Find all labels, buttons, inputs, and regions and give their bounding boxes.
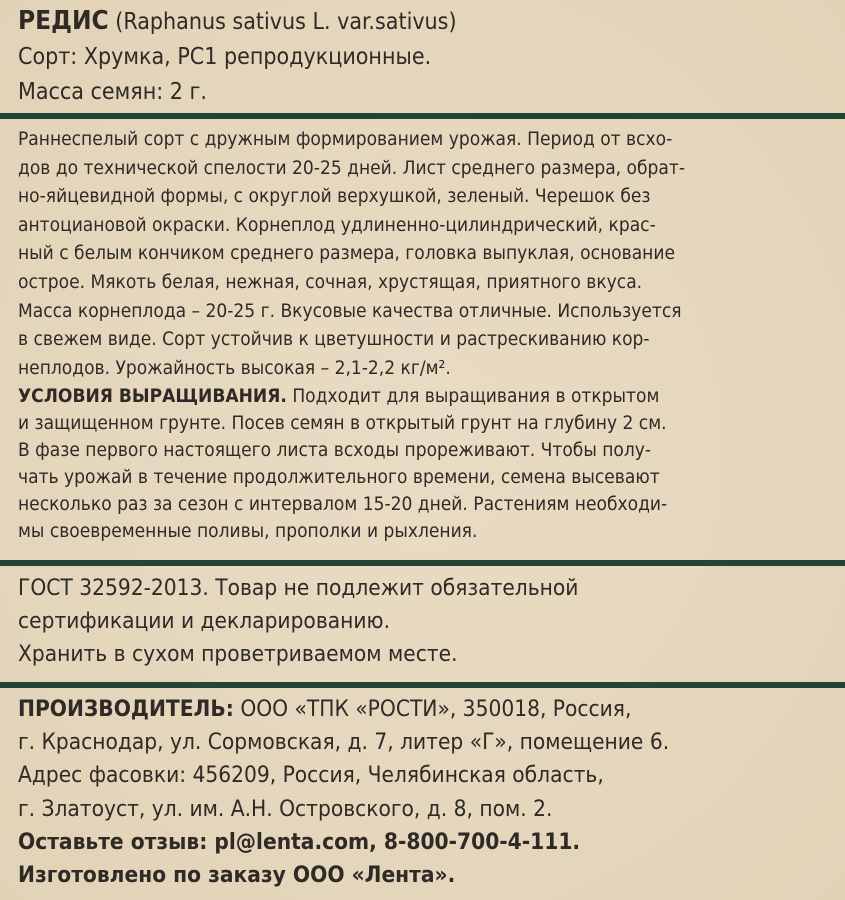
- description-line: антоциановой окраски. Корнеплод удлиненно-цилиндрический, крас-: [18, 213, 656, 236]
- conditions-line: чать урожай в течение продолжительного времени, семена высевают: [18, 466, 660, 488]
- packing-address: г. Златоуст, ул. им. А.Н. Островского, д. 8, пом. 2.: [18, 795, 553, 822]
- conditions-first-line: [18, 383, 827, 410]
- variety-text: Сорт: Хрумка, РС1 репродукционные.: [18, 44, 432, 70]
- storage-line: Хранить в сухом проветриваемом месте.: [18, 641, 458, 667]
- description-line: Масса корнеплода – 20-25 г. Вкусовые качества отличные. Используется: [18, 299, 682, 322]
- description-line: но-яйцевидной формы, с округлой верхушкой, зеленый. Черешок без: [18, 185, 651, 208]
- certification-info: [18, 572, 827, 671]
- description-line: дов до технической спелости 20-25 дней. Лист среднего размера, обрат-: [18, 156, 685, 179]
- packing-address: Адрес фасовки: 456209, Россия, Челябинская область,: [18, 762, 604, 789]
- growing-conditions: [18, 383, 827, 545]
- conditions-line: В фазе первого настоящего листа всходы прореживают. Чтобы полу-: [18, 439, 652, 461]
- description-line: в свежем виде. Сорт устойчив к цветушности и растрескиванию кор-: [18, 328, 650, 351]
- product-title: РЕДИС: [18, 6, 109, 36]
- conditions-line: и защищенном грунте. Посев семян в открытый грунт на глубину 2 см.: [18, 412, 667, 434]
- product-header: [18, 4, 827, 110]
- description-line: острое. Мякоть белая, нежная, сочная, хрустящая, приятного вкуса.: [18, 270, 643, 293]
- producer-label: ПРОИЗВОДИТЕЛЬ:: [18, 696, 234, 722]
- description-line: неплодов. Урожайность высокая – 2,1-2,2 кг/м².: [18, 356, 451, 379]
- product-title-line: [18, 4, 827, 40]
- description-line: ный с белым кончиком среднего размера, головка выпуклая, основание: [18, 242, 675, 265]
- latin-name: (Raphanus sativus L. var.sativus): [115, 9, 457, 35]
- conditions-text: Подходит для выращивания в открытом: [292, 385, 660, 407]
- description-paragraph: [18, 125, 827, 382]
- description-line: Раннеспелый сорт с дружным формированием урожая. Период от всхо-: [18, 128, 673, 150]
- producer-name: ООО «ТПК «РОСТИ», 350018, Россия,: [240, 696, 632, 722]
- producer-info: [18, 693, 827, 892]
- conditions-title: УСЛОВИЯ ВЫРАЩИВАНИЯ.: [18, 385, 287, 407]
- producer-first-line: [18, 693, 827, 726]
- seed-mass-text: Масса семян: 2 г.: [18, 79, 207, 105]
- conditions-line: несколько раз за сезон с интервалом 15-20 дней. Растениям необходи-: [18, 493, 668, 515]
- made-for-text: Изготовлено по заказу ООО «Лента».: [18, 862, 456, 889]
- divider-bottom: [0, 682, 845, 688]
- certificate-line: ГОСТ 32592-2013. Товар не подлежит обязательной: [18, 575, 579, 601]
- divider-top: [0, 113, 845, 119]
- certificate-line: сертификации и декларированию.: [18, 608, 391, 634]
- conditions-line: мы своевременные поливы, прополки и рыхления.: [18, 520, 478, 542]
- divider-middle: [0, 560, 845, 566]
- feedback-contact: Оставьте отзыв: pl@lenta.com, 8-800-700-4-111.: [18, 828, 581, 855]
- producer-address: г. Краснодар, ул. Сормовская, д. 7, литер «Г», помещение 6.: [18, 729, 670, 756]
